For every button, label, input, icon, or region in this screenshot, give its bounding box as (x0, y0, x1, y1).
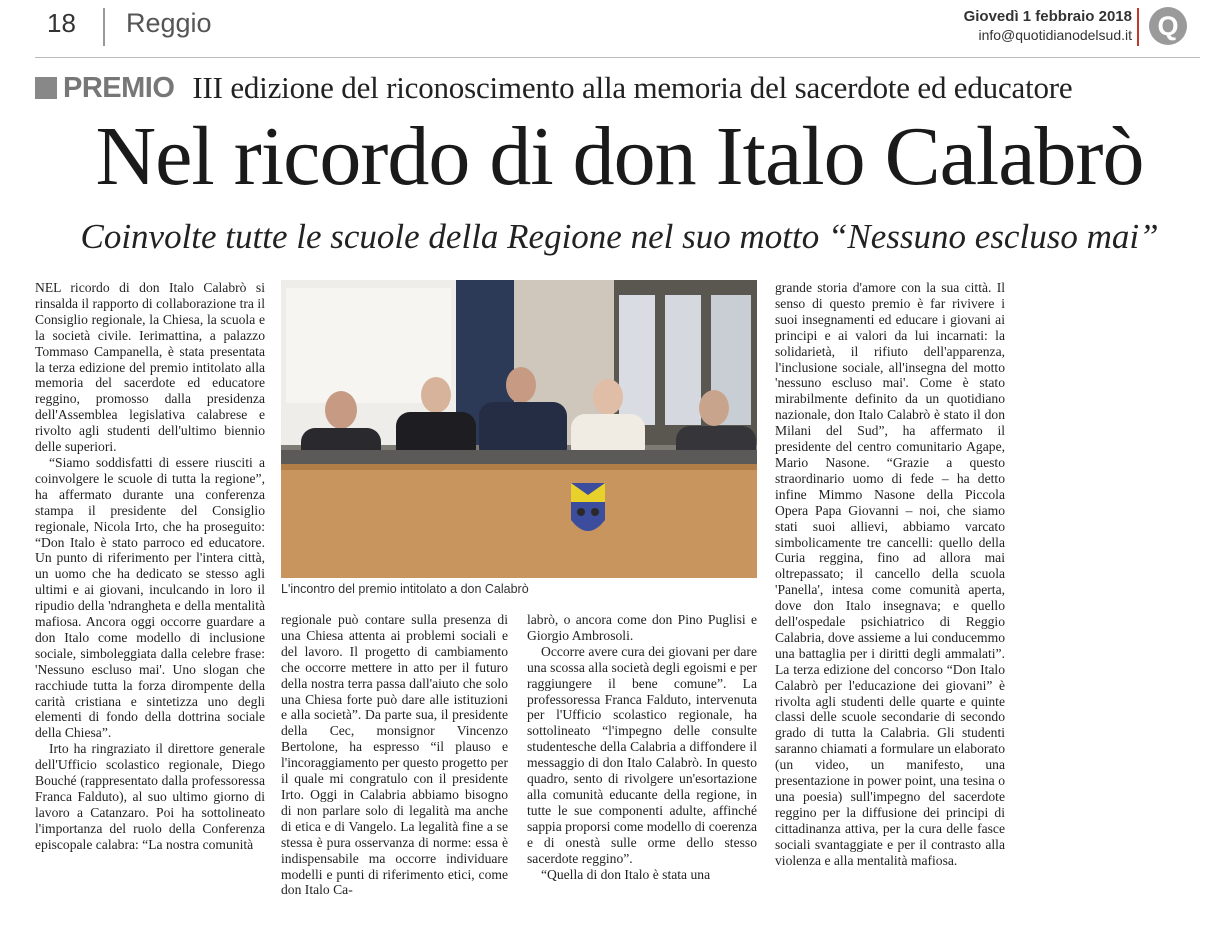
article-column-3 (527, 612, 757, 882)
header-rule (35, 57, 1200, 58)
conference-photo (281, 280, 757, 578)
article-column-4 (775, 280, 1005, 869)
article-headline: Nel ricordo di don Italo Calabrò (95, 110, 1144, 203)
kicker-text: III edizione del riconoscimento alla memoria del sacerdote ed educatore (192, 70, 1073, 105)
logo-divider (1137, 8, 1139, 46)
photo-caption: L'incontro del premio intitolato a don Calabrò (281, 582, 529, 596)
kicker-label: PREMIO (63, 71, 175, 104)
paragraph: Irto ha ringraziato il direttore generale dell'Ufficio scolastico regionale, Diego Bouché (rappresentato dalla professoressa Franca Falduto), al suo ultimo giorno di lavoro a Catanzaro. Poi ha sottolineato l'importanza del ruolo della Conferenza episcopale calabra: “La nostra comunità (35, 741, 265, 852)
article-kicker (35, 70, 1072, 106)
newspaper-logo (1148, 6, 1188, 46)
article-photo (281, 280, 757, 578)
kicker-square-icon (35, 77, 57, 99)
paragraph: “Siamo soddisfatti di essere riusciti a coinvolgere le scuole di tutta la regione”, ha affermato durante una conferenza stampa il presidente del Consiglio regionale, Nicola Irto, che ha proseguito: “Don Italo è stato parroco ed educatore. Un punto di riferimento per l'intera città, un uomo che ha dedicato se stesso agli ultimi e ai giovani, inculcando in loro il ripudio della 'ndrangheta e della mentalità mafiosa. Ancora oggi occorre guardare a don Italo come modello di inclusione sociale, simboleggiata dalla celebre frase: 'Nessuno escluso mai'. Uno slogan che racchiude tutta la forza dirompente della carità cristiana e sintetizza uno degli elementi di fondo della dottrina sociale della Chiesa”. (35, 454, 265, 741)
section-name: Reggio (126, 8, 212, 38)
page-header (0, 0, 1232, 60)
article-subheadline: Coinvolte tutte le scuole della Regione nel suo motto “Nessuno escluso mai” (80, 217, 1159, 256)
logo-letter: Q (1157, 11, 1179, 41)
page-number: 18 (47, 8, 76, 38)
issue-date: Giovedì 1 febbraio 2018 (963, 8, 1132, 25)
header-divider (103, 8, 105, 46)
contact-email: info@quotidianodelsud.it (978, 27, 1132, 43)
paragraph: NEL ricordo di don Italo Calabrò si rinsalda il rapporto di collaborazione tra il Consiglio regionale, la Chiesa, la scuola e la società civile. Ierimattina, a palazzo Tommaso Campanella, è stata presentata la terza edizione del premio intitolato alla memoria del sacerdote ed educatore reggino, promosso dalla presidenza dell'Assemblea legislativa calabrese e rivolto agli studenti dell'ultimo biennio delle superiori. (35, 280, 265, 455)
regional-emblem (571, 483, 605, 531)
paragraph: labrò, o ancora come don Pino Puglisi e Giorgio Ambrosoli. (527, 612, 757, 643)
article-column-2 (281, 612, 508, 898)
article-column-1 (35, 280, 265, 853)
paragraph: “Quella di don Italo è stata una (541, 866, 711, 882)
paragraph: regionale può contare sulla presenza di una Chiesa attenta ai problemi sociali e del lavoro. Il progetto di cambiamento che occorre mettere in atto per il futuro della nostra terra passa dall'aiuto che solo una Chiesa forte può dare alle istituzioni e alla società”. Da parte sua, il presidente della Cec, monsignor Vincenzo Bertolone, ha espresso “il plauso e l'incoraggiamento per questo progetto per il quale mi congratulo con il presidente Irto. Oggi in Calabria abbiamo bisogno di non parlare solo di legalità ma anche di etica e di Vangelo. La legalità fine a se stessa è pura osservanza di norme: essa è indispensabile ma occorre individuare modelli e punti di riferimento etici, come don Italo Ca- (281, 612, 508, 898)
paragraph: Occorre avere cura dei giovani per dare una scossa alla società degli egoismi e per raggiungere il bene comune”. La professoressa Franca Falduto, intervenuta per l'Ufficio scolastico regionale, ha sottolineato “l'impegno delle consulte studentesche della Calabria a diffondere il messaggio di don Italo Calabrò. In questo quadro, sento di rivolgere un'esortazione alla comunità educante della regione, in tutte le sue componenti adulte, affinché sappia proporsi come modello di coerenza e di onestà sulle orme dello stesso sacerdote reggino”. (527, 643, 757, 866)
paragraph: grande storia d'amore con la sua città. Il senso di questo premio è far rivivere i suoi insegnamenti ed educare i giovani ai principi e ai valori da lui incarnati: la solidarietà, il rifiuto dell'apparenza, l'inclusione sociale, all'insegna del motto 'nessuno escluso mai'. Come è stato mirabilmente definito da un quotidiano nazionale, don Italo Calabrò è stato il don Milani del Sud”, ha affermato il presidente del centro comunitario Agape, Mario Nasone. “Grazie a questo straordinario uomo di fede – ha detto infine Mimmo Nasone della Piccola Opera Papa Giovanni – noi, che siamo stati suoi allievi, abbiamo varcato simbolicamente tre cancelli: quello della Curia reggina, fino ad allora mai oltrepassato; il cancello della scuola 'Panella', intesa come comunità aperta, dove don Italo insegnava; e quello dell'ospedale psichiatrico di Reggio Calabria, dove assieme a lui conducemmo una battaglia per i diritti degli ammalati”. La terza edizione del concorso “Don Italo Calabrò per l'educazione dei giovani” è rivolta agli studenti delle quarte e quinte classi delle scuole secondarie di secondo grado di tutta la Calabria. Gli studenti saranno chiamati a formulare un elaborato (un video, un manifesto, una presentazione in power point, una tesina o una poesia) sull'impegno del sacerdote reggino per la diffusione dei principi di cittadinanza attiva, per la cura delle fasce sociali svantaggiate e per il contrasto alla violenza e alla mentalità mafiosa. (775, 280, 1005, 868)
